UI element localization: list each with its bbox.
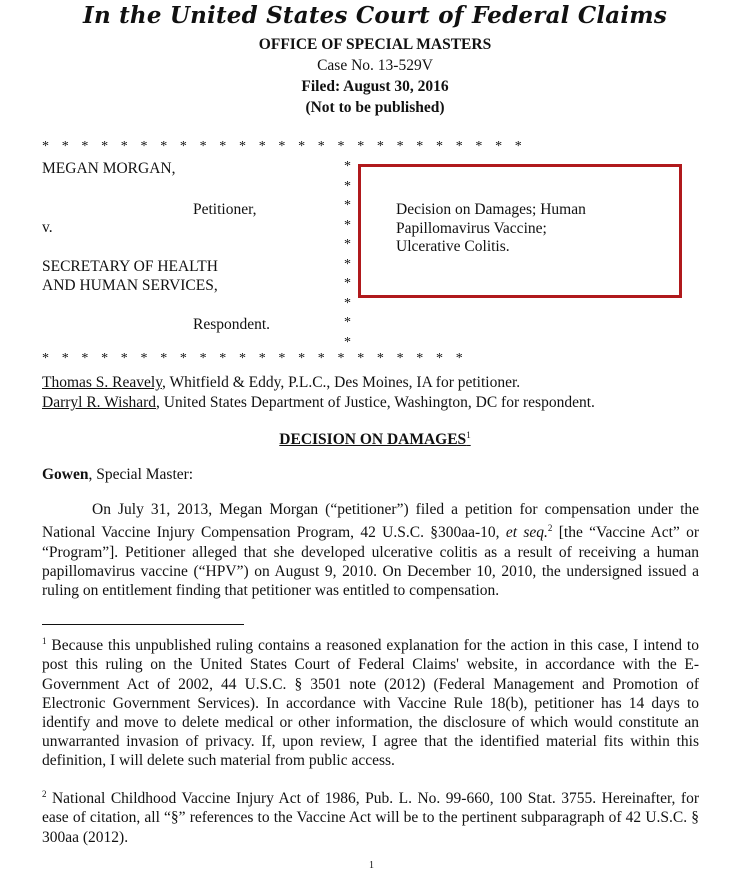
petitioner-counsel — [42, 373, 520, 392]
caption-star: * — [344, 334, 351, 350]
decision-title-text: DECISION ON DAMAGES — [279, 431, 467, 449]
caption-star-row-bottom: * * * * * * * * * * * * * * * * * * * * * * — [42, 351, 468, 366]
case-subject-line: Ulcerative Colitis. — [396, 238, 510, 255]
case-number: Case No. 13-529V — [317, 57, 433, 74]
body-paragraph — [42, 500, 699, 600]
footnote-divider — [42, 624, 244, 625]
special-master-line — [42, 466, 193, 484]
caption-star: * — [344, 159, 351, 174]
caption-star: * — [344, 198, 351, 213]
footnote-1 — [42, 632, 699, 771]
petitioner-firm: , Whitfield & Eddy, P.L.C., Des Moines, IA for petitioner. — [161, 374, 521, 391]
caption-star: * — [344, 295, 351, 311]
respondent-name-line2: AND HUMAN SERVICES, — [42, 277, 218, 294]
footnote-ref-1: 1 — [466, 430, 471, 440]
case-subject-line: Papillomavirus Vaccine; — [396, 219, 547, 237]
respondent-firm: , United States Department of Justice, Washington, DC for respondent. — [156, 394, 595, 411]
case-subject-line: Decision on Damages; Human — [396, 201, 586, 218]
caption-star-row-top: * * * * * * * * * * * * * * * * * * * * * * * * * — [42, 139, 527, 154]
office-heading: OFFICE OF SPECIAL MASTERS — [258, 36, 492, 53]
caption-star: * — [344, 276, 351, 291]
footnote-ref-2: 2 — [547, 523, 553, 534]
filed-date: Filed: August 30, 2016 — [301, 78, 449, 95]
caption-star: * — [344, 237, 351, 252]
paragraph-italic: et seq. — [505, 524, 548, 542]
caption-star: * — [344, 256, 351, 272]
respondent-attorney-name: Darryl R. Wishard — [42, 394, 157, 411]
decision-title — [0, 430, 750, 449]
caption-star: * — [344, 178, 351, 194]
versus-label: v. — [42, 219, 53, 236]
caption-star: * — [344, 217, 351, 233]
petitioner-attorney-name: Thomas S. Reavely — [42, 374, 162, 391]
petitioner-label: Petitioner, — [193, 201, 257, 218]
page-number: 1 — [369, 860, 374, 871]
footnote-2-mark: 2 — [42, 789, 47, 799]
special-master-name: Gowen — [42, 466, 89, 483]
respondent-name-line1: SECRETARY OF HEALTH — [42, 258, 218, 275]
paragraph-text: On July 31, 2013, Megan Morgan (“petitioner”) filed a petition for compensation under the National Vaccine Injury Compensation Program, 42 U.S.C. §300aa-10, — [42, 501, 699, 542]
court-title: In the United States Court of Federal Claims — [82, 2, 667, 29]
footnote-2-text: National Childhood Vaccine Injury Act of 1986, Pub. L. No. 99-660, 100 Stat. 3755. Hereinafter, for ease of citation, all “§” references to the Vaccine Act will be to the pertinent subparagraph of 42 U.S.C. § 300aa (2012). — [42, 790, 699, 846]
case-subject — [396, 201, 666, 257]
paragraph-text: [the “Vaccine Act” or “Program”]. Petitioner alleged that she developed ulcerative colitis as a result of receiving a human papillomavirus vaccine (“HPV”) on August 9, 2010. On December 10, 2010, the undersigned issued a ruling on entitlement finding that petitioner was entitled to compensation. — [42, 524, 700, 599]
footnote-1-text: Because this unpublished ruling contains a reasoned explanation for the action in this case, I intend to post this ruling on the United States Court of Federal Claims' website, in accordance with the E-Government Act of 2002, 44 U.S.C. § 3501 note (2012) (Federal Management and Promotion of Electronic Government Services). In accordance with Vaccine Rule 18(b), petitioner has 14 days to identify and move to delete medical or other information, the disclosure of which would constitute an unwarranted invasion of privacy. If, upon review, I agree that the identified material fits within this definition, I will delete such material from public access. — [42, 637, 699, 770]
footnote-1-mark: 1 — [42, 636, 47, 646]
special-master-role: , Special Master: — [88, 466, 194, 483]
publication-status: (Not to be published) — [305, 99, 445, 116]
respondent-label: Respondent. — [193, 316, 271, 333]
respondent-counsel — [42, 393, 595, 412]
caption-star: * — [344, 315, 351, 330]
footnote-2 — [42, 785, 699, 847]
petitioner-name: MEGAN MORGAN, — [42, 160, 176, 177]
